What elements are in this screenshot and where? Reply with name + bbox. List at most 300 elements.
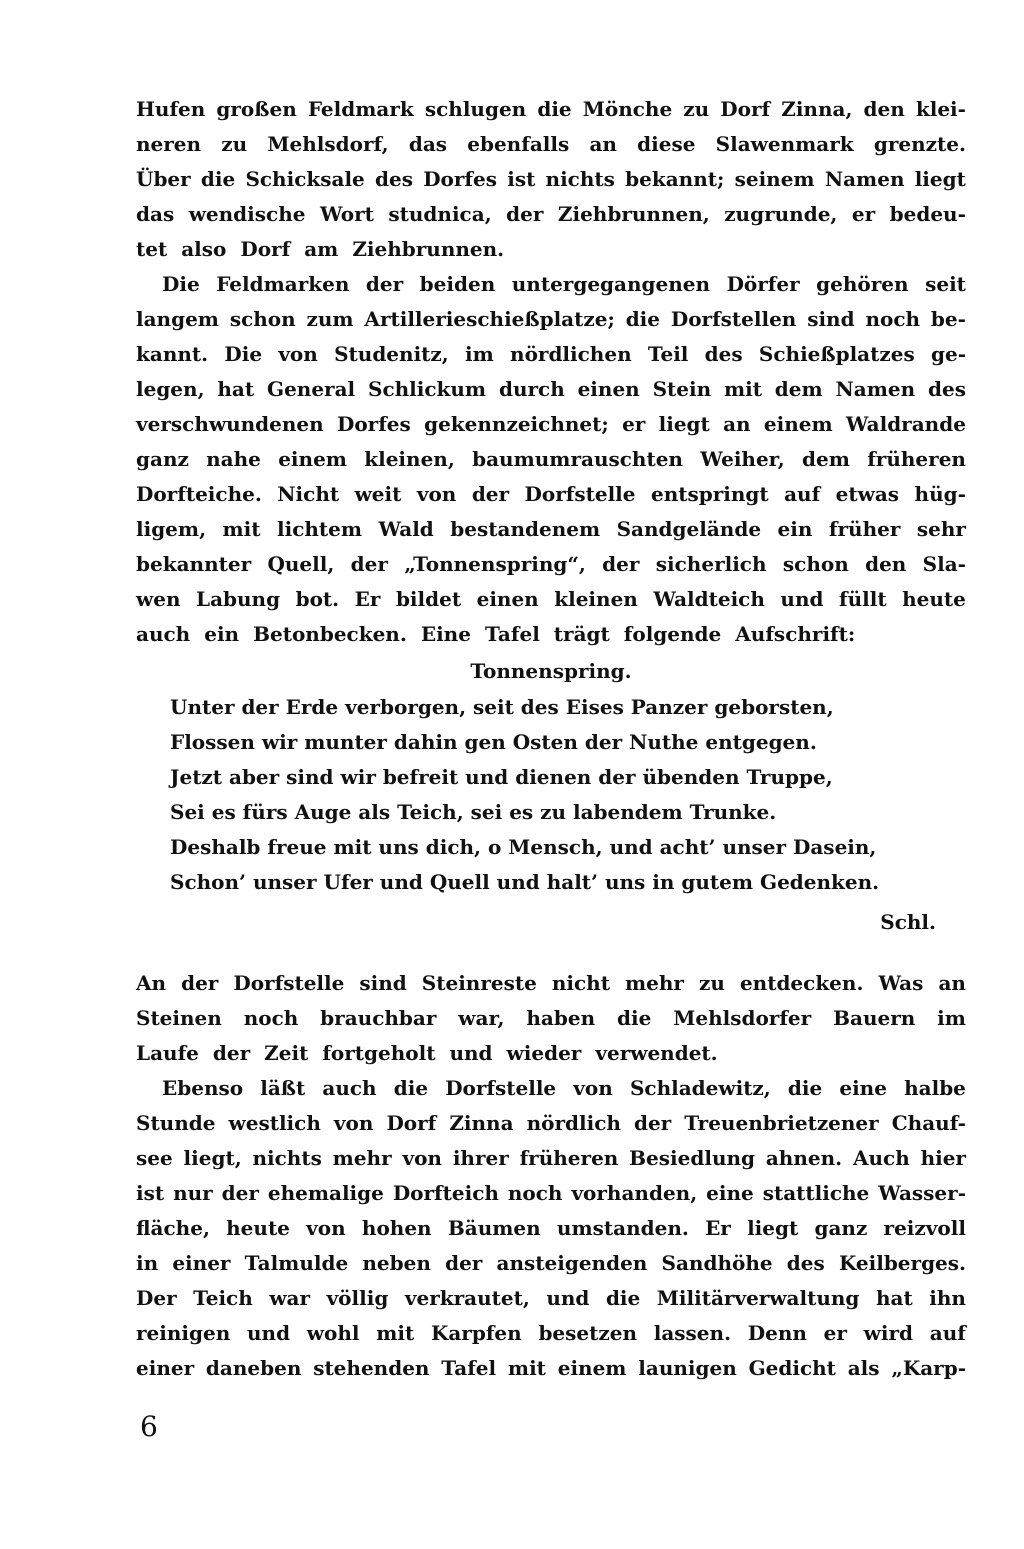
word: von	[278, 342, 318, 366]
word: und	[546, 1286, 590, 1310]
word: schon	[782, 552, 849, 576]
text-line	[136, 127, 966, 162]
word: von	[306, 1216, 346, 1240]
word: An	[136, 971, 167, 995]
word: ein	[777, 517, 813, 541]
word: von	[333, 1111, 374, 1135]
poem	[136, 690, 966, 900]
word: von	[416, 482, 457, 506]
word: von	[402, 1146, 442, 1170]
word: zu	[221, 132, 248, 156]
word: Über	[136, 167, 191, 191]
word: ist	[507, 167, 536, 191]
word: Auch	[852, 1146, 910, 1170]
word: Zinna,	[781, 97, 853, 121]
word: der	[602, 552, 640, 576]
word: Waldteich	[653, 587, 765, 611]
word: lichtem	[277, 517, 363, 541]
word: etwas	[835, 482, 900, 506]
word: einen	[577, 377, 640, 401]
word: ebenfalls	[467, 132, 570, 156]
word: seit	[925, 272, 966, 296]
word: Schießplatzes	[758, 342, 915, 366]
word: Zinna	[449, 1111, 514, 1135]
word: Eine	[420, 622, 471, 646]
word: Er	[354, 587, 381, 611]
word: war	[269, 1286, 311, 1310]
word: klei-	[915, 97, 966, 121]
word: Aufschrift:	[735, 622, 856, 646]
word: dem	[774, 377, 823, 401]
word: Militärverwaltung	[656, 1286, 860, 1310]
word: Die	[224, 342, 263, 366]
word: stehenden	[313, 1356, 430, 1380]
word: liegt	[914, 167, 966, 191]
word: Dorfstelle	[233, 971, 345, 995]
word: das	[136, 202, 175, 226]
word: gehören	[816, 272, 909, 296]
text-line	[136, 1211, 966, 1246]
word: lassen.	[653, 1321, 732, 1345]
word: bekannter	[136, 552, 252, 576]
text-line	[136, 1316, 966, 1351]
word: mehr	[332, 1146, 392, 1170]
word: die	[625, 307, 660, 331]
word: auf	[784, 482, 821, 506]
word: Teil	[647, 342, 689, 366]
word: fortgeholt	[322, 1041, 436, 1065]
word: war,	[458, 1006, 505, 1030]
word: Laufe	[136, 1041, 199, 1065]
poem-signature: Schl.	[880, 910, 936, 934]
word: Mönche	[582, 97, 673, 121]
word: fläche,	[136, 1216, 210, 1240]
word: seinem	[734, 167, 815, 191]
word: also	[181, 237, 227, 261]
text-line	[136, 302, 966, 337]
word: mit	[507, 1356, 546, 1380]
word: früher	[828, 517, 901, 541]
text-line	[136, 1106, 966, 1141]
word: und	[246, 1321, 291, 1345]
word: Er	[705, 1216, 731, 1240]
word: langem	[136, 307, 219, 331]
text-line	[136, 966, 966, 1001]
page-text-block	[136, 92, 966, 1386]
word: Dorf	[240, 237, 291, 261]
word: er	[823, 1321, 847, 1345]
word: bekannt;	[625, 167, 725, 191]
text-line	[136, 372, 966, 407]
word: entdecken.	[739, 971, 864, 995]
word: Schicksale	[245, 167, 365, 191]
word: schlugen	[424, 97, 527, 121]
word: wohl	[306, 1321, 360, 1345]
word: früheren	[867, 447, 966, 471]
word: die	[617, 1006, 652, 1030]
word: noch	[507, 1181, 563, 1205]
word: das	[408, 132, 448, 156]
word: Tafel	[441, 1356, 497, 1380]
word: ge-	[930, 342, 966, 366]
word: Bauern	[833, 1006, 916, 1030]
word: Labung	[196, 587, 281, 611]
word: Hufen	[136, 97, 206, 121]
word: „Tonnenspring“,	[404, 552, 586, 576]
word: großen	[216, 97, 297, 121]
word: mehr	[625, 971, 684, 995]
word: Stunde	[136, 1111, 216, 1135]
word: ligem,	[136, 517, 207, 541]
word: baumumrauschten	[472, 447, 683, 471]
word: Schlickum	[368, 377, 487, 401]
word: den	[863, 97, 905, 121]
word: gekennzeichnet;	[424, 412, 609, 436]
word: an	[723, 412, 751, 436]
word: Sla-	[922, 552, 966, 576]
word: hier	[920, 1146, 966, 1170]
word: Dorfteiche.	[136, 482, 262, 506]
word: im	[937, 1006, 966, 1030]
word: Ebenso	[162, 1076, 244, 1100]
word: mit	[222, 517, 261, 541]
word: zu	[683, 97, 710, 121]
text-line	[136, 617, 966, 652]
word: Treuenbrietzener	[684, 1111, 879, 1135]
word: der	[365, 272, 404, 296]
word: ehemalige	[267, 1181, 384, 1205]
word: auch	[322, 1076, 377, 1100]
word: die	[537, 97, 572, 121]
word: im	[465, 342, 494, 366]
word: des	[375, 167, 413, 191]
word: Was	[878, 971, 924, 995]
word: nichts	[545, 167, 615, 191]
text-line	[136, 1246, 966, 1281]
word: bestandenem	[450, 517, 601, 541]
word: der	[212, 1041, 251, 1065]
word: Chauf-	[891, 1111, 966, 1135]
word: am	[304, 237, 339, 261]
word: zum	[306, 307, 354, 331]
word: einer	[136, 1356, 195, 1380]
word: bildet	[395, 587, 462, 611]
word: „Karp-	[891, 1356, 966, 1380]
word: ansteigenden	[496, 1251, 648, 1275]
word: Waldrande	[845, 412, 966, 436]
word: Dorf	[720, 97, 771, 121]
word: Dorfteich	[392, 1181, 499, 1205]
word: einer	[172, 1251, 231, 1275]
word: wendische	[188, 202, 306, 226]
spacer	[136, 944, 966, 966]
word: Gedicht	[748, 1356, 836, 1380]
text-line	[136, 407, 966, 442]
word: Wald	[378, 517, 434, 541]
text-line	[136, 512, 966, 547]
word: Karpfen	[430, 1321, 522, 1345]
word: reizvoll	[883, 1216, 966, 1240]
word: die	[605, 1286, 641, 1310]
word: hat	[217, 377, 255, 401]
word: Feldmark	[307, 97, 414, 121]
word: ein	[204, 622, 240, 646]
word: Dorfes	[336, 412, 411, 436]
word: kannt.	[136, 342, 209, 366]
word: als	[847, 1356, 880, 1380]
text-line	[136, 477, 966, 512]
poem-line: Deshalb freue mit uns dich, o Mensch, und acht’ unser Dasein,	[170, 835, 877, 859]
word: hat	[875, 1286, 913, 1310]
word: auch	[136, 622, 191, 646]
word: westlich	[228, 1111, 321, 1135]
word: durch	[498, 377, 565, 401]
word: früheren	[519, 1146, 619, 1170]
word: Ziehbrunnen.	[352, 237, 505, 261]
word: mit	[376, 1321, 415, 1345]
word: Wort	[319, 202, 374, 226]
word: Besiedlung	[629, 1146, 756, 1170]
word: und	[449, 1041, 493, 1065]
word: Ziehbrunnen,	[557, 202, 710, 226]
word: Sandgelände	[616, 517, 762, 541]
poem-line: Jetzt aber sind wir befreit und dienen der übenden Truppe,	[170, 765, 833, 789]
word: auf	[929, 1321, 966, 1345]
word: Die	[162, 272, 200, 296]
word: verkrautet,	[404, 1286, 530, 1310]
word: sehr	[916, 517, 966, 541]
word: völlig	[326, 1286, 389, 1310]
word: Schladewitz,	[629, 1076, 771, 1100]
word: bedeu-	[889, 202, 966, 226]
word: Quell,	[267, 552, 335, 576]
word: der	[633, 1111, 672, 1135]
word: brauchbar	[320, 1006, 437, 1030]
word: Mehlsdorfer	[673, 1006, 812, 1030]
word: er	[851, 202, 876, 226]
word: weit	[354, 482, 402, 506]
word: liegt	[747, 1216, 799, 1240]
word: liegt	[658, 412, 710, 436]
word: Teich	[193, 1286, 253, 1310]
word: Betonbecken.	[253, 622, 407, 646]
word: legen,	[136, 377, 205, 401]
text-line	[136, 1351, 966, 1386]
word: mit	[723, 377, 762, 401]
word: Dorfstellen	[670, 307, 797, 331]
word: Steinreste	[421, 971, 537, 995]
word: noch	[865, 307, 921, 331]
word: Dorfes	[423, 167, 497, 191]
word: Der	[136, 1286, 177, 1310]
word: bot.	[295, 587, 340, 611]
word: an	[589, 132, 617, 156]
word: nicht	[551, 971, 610, 995]
word: launigen	[638, 1356, 737, 1380]
word: Denn	[747, 1321, 807, 1345]
word: Talmulde	[244, 1251, 349, 1275]
word: studnica,	[388, 202, 492, 226]
word: Stein	[652, 377, 712, 401]
text-line	[136, 1281, 966, 1316]
word: füllt	[839, 587, 887, 611]
word: der	[506, 202, 544, 226]
word: Weiher,	[700, 447, 785, 471]
word: Feldmarken	[216, 272, 350, 296]
paragraph-4	[136, 1071, 966, 1386]
text-line	[136, 1141, 966, 1176]
word: Dörfer	[726, 272, 800, 296]
word: Sandhöhe	[661, 1251, 773, 1275]
word: die	[393, 1076, 429, 1100]
word: wen	[136, 587, 181, 611]
word: nichts	[252, 1146, 322, 1170]
word: einem	[763, 412, 833, 436]
poem-line: Schon’ unser Ufer und Quell und halt’ uns in gutem Gedenken.	[170, 870, 880, 894]
word: Zeit	[264, 1041, 309, 1065]
text-line	[136, 337, 966, 372]
word: tet	[136, 237, 168, 261]
paragraph-1	[136, 92, 966, 267]
word: verschwundenen	[136, 412, 324, 436]
word: umstanden.	[556, 1216, 689, 1240]
word: der	[221, 1181, 259, 1205]
word: Nicht	[277, 482, 340, 506]
word: der	[471, 482, 510, 506]
word: neben	[362, 1251, 431, 1275]
word: untergegangenen	[511, 272, 711, 296]
word: Wasser-	[878, 1181, 966, 1205]
word: ihn	[929, 1286, 966, 1310]
word: des	[928, 377, 966, 401]
text-line	[136, 267, 966, 302]
poem-line: Flossen wir munter dahin gen Osten der Nuthe entgegen.	[170, 730, 817, 754]
word: schon	[229, 307, 296, 331]
text-line	[136, 547, 966, 582]
word: ahnen.	[765, 1146, 843, 1170]
word: heute	[226, 1216, 290, 1240]
word: diese	[637, 132, 696, 156]
word: läßt	[260, 1076, 306, 1100]
word: Tafel	[484, 622, 540, 646]
word: Slawenmark	[715, 132, 854, 156]
word: des	[704, 342, 743, 366]
word: der	[350, 552, 388, 576]
word: nördlich	[526, 1111, 621, 1135]
word: hohen	[361, 1216, 432, 1240]
word: besetzen	[538, 1321, 637, 1345]
word: zu	[699, 971, 725, 995]
word: trägt	[553, 622, 610, 646]
word: sind	[359, 971, 407, 995]
word: beiden	[419, 272, 496, 296]
word: zugrunde,	[724, 202, 838, 226]
word: eine	[839, 1076, 887, 1100]
poem-title: Tonnenspring.	[470, 659, 632, 683]
word: Bäumen	[447, 1216, 541, 1240]
word: ganz	[136, 447, 189, 471]
word: ihrer	[452, 1146, 509, 1170]
text-line	[136, 232, 966, 267]
word: nur	[173, 1181, 213, 1205]
word: ganz	[814, 1216, 868, 1240]
word: der	[445, 1251, 483, 1275]
word: sicherlich	[655, 552, 767, 576]
word: Keilberges.	[838, 1251, 966, 1275]
word: einem	[278, 447, 347, 471]
word: vorhanden,	[571, 1181, 698, 1205]
word: kleinen	[554, 587, 638, 611]
word: reinigen	[136, 1321, 231, 1345]
paragraph-2	[136, 267, 966, 652]
word: heute	[902, 587, 966, 611]
word: Dorfstelle	[524, 482, 636, 506]
word: Steinen	[136, 1006, 222, 1030]
word: an	[938, 971, 966, 995]
word: see	[136, 1146, 173, 1170]
poem-line: Unter der Erde verborgen, seit des Eises Panzer geborsten,	[170, 695, 834, 719]
word: neren	[136, 132, 202, 156]
word: Dorf	[386, 1111, 437, 1135]
word: liegt,	[183, 1146, 242, 1170]
word: Dorfstelle	[445, 1076, 557, 1100]
word: einen	[476, 587, 539, 611]
word: eine	[706, 1181, 754, 1205]
word: General	[266, 377, 356, 401]
word: folgende	[623, 622, 722, 646]
text-line	[136, 1071, 966, 1106]
word: sind	[807, 307, 855, 331]
word: dem	[802, 447, 850, 471]
word: be-	[930, 307, 966, 331]
word: noch	[243, 1006, 299, 1030]
word: Artillerieschießplatze;	[364, 307, 615, 331]
word: den	[865, 552, 907, 576]
word: hüg-	[914, 482, 966, 506]
word: grenzte.	[873, 132, 966, 156]
word: Namen	[835, 377, 916, 401]
word: Mehlsdorf,	[267, 132, 389, 156]
word: wieder	[506, 1041, 582, 1065]
word: in	[136, 1251, 159, 1275]
poem-line: Sei es fürs Auge als Teich, sei es zu labendem Trunke.	[170, 800, 777, 824]
text-line	[136, 1001, 966, 1036]
text-line	[136, 197, 966, 232]
text-line	[136, 1176, 966, 1211]
text-line	[136, 162, 966, 197]
word: nahe	[206, 447, 261, 471]
word: haben	[526, 1006, 596, 1030]
page-number: 6	[140, 1410, 158, 1443]
word: Namen	[824, 167, 905, 191]
word: von	[573, 1076, 613, 1100]
word: entspringt	[650, 482, 769, 506]
word: nördlichen	[510, 342, 632, 366]
word: die	[200, 167, 236, 191]
word: kleinen,	[364, 447, 455, 471]
word: der	[181, 971, 219, 995]
paragraph-3	[136, 966, 966, 1071]
word: die	[787, 1076, 823, 1100]
text-line	[136, 582, 966, 617]
word: halbe	[904, 1076, 966, 1100]
word: er	[622, 412, 646, 436]
word: verwendet.	[595, 1041, 718, 1065]
word: des	[786, 1251, 825, 1275]
text-line	[136, 92, 966, 127]
word: stattliche	[762, 1181, 870, 1205]
word: ist	[136, 1181, 165, 1205]
